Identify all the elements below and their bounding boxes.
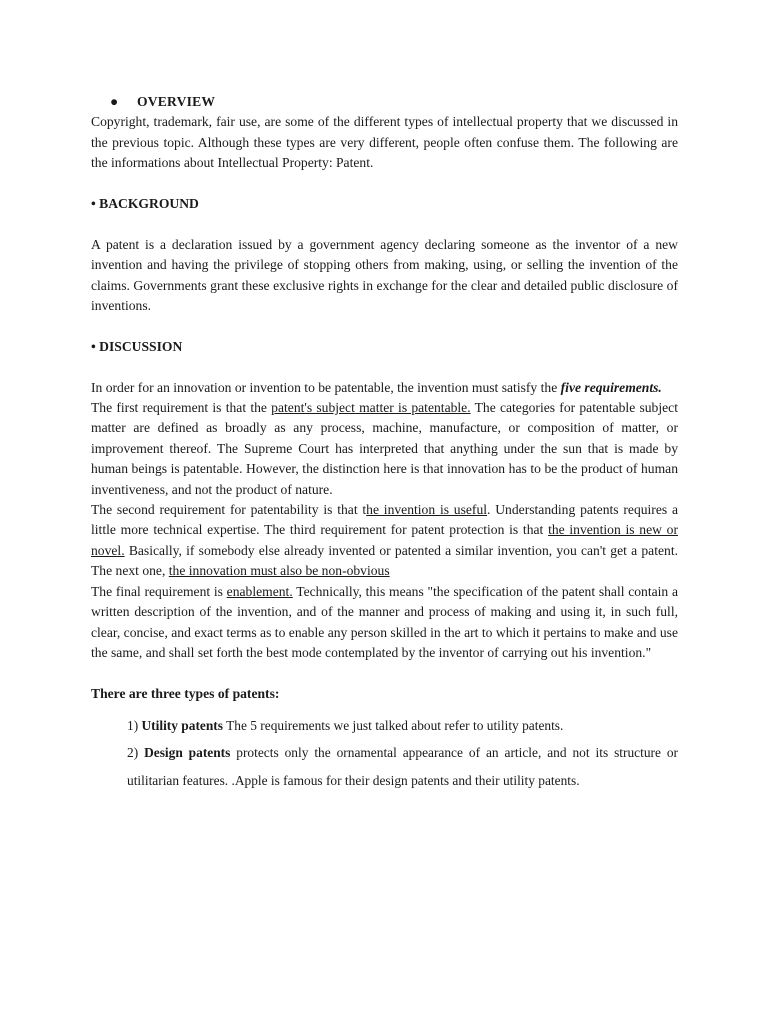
item-label: Utility patents (141, 718, 223, 734)
item-text: protects only the ornamental appearance of an article, and not its structure or utilitarian features. .Apple is famous for their design patents and their utility patents. (127, 745, 678, 788)
third-requirement-underlined: the invention is new or novel. (91, 522, 678, 558)
overview-paragraph: Copyright, trademark, fair use, are some of the different types of intellectual property that we discussed in the previous topic. Although these types are very different, people often confuse them. The following are the informations about Intellectual Property: Patent. (91, 114, 678, 171)
five-requirements-emphasis: five requirements. (560, 379, 662, 395)
overview-heading (110, 92, 678, 112)
discussion-intro (91, 378, 678, 398)
second-requirement-paragraph (91, 500, 678, 582)
final-requirement-underlined: enablement. (226, 583, 293, 599)
fourth-requirement-underlined: the innovation must also be non-obvious (168, 563, 390, 579)
list-item (127, 739, 678, 793)
first-requirement-paragraph (91, 398, 678, 500)
first-requirement-underlined: patent's subject matter is patentable. (271, 400, 471, 416)
first-text-a: The first requirement is that the (91, 400, 272, 416)
second-requirement-underlined: he invention is useful (366, 502, 488, 518)
item-number: 1) (127, 718, 142, 734)
types-heading: There are three types of patents: (91, 685, 280, 701)
overview-heading-text: OVERVIEW (137, 94, 216, 109)
intro-text: In order for an innovation or invention to be patentable, the invention must satisfy the (91, 379, 561, 395)
document-page (91, 92, 678, 794)
item-number: 2) (127, 745, 145, 761)
third-text-b: Basically, if somebody else already invented or patented a similar invention, you can't get a patent. The next one, (91, 542, 678, 579)
final-requirement-paragraph (91, 582, 678, 664)
discussion-heading: • DISCUSSION (91, 338, 183, 354)
second-text-b: . Understanding patents requires a little more technical expertise. The third requirement for patent protection is that (91, 502, 678, 538)
second-text-a: The second requirement for patentability is that t (91, 502, 367, 518)
background-paragraph: A patent is a declaration issued by a government agency declaring someone as the inventor of a new invention and having the privilege of stopping others from making, using, or selling the invention of the claims. Governments grant these exclusive rights in exchange for the clear and detailed public disclosure of inventions. (91, 236, 678, 314)
first-text-b: The categories for patentable subject matter are defined as broadly as any process, machine, manufacture, or composition of matter, or improvement thereof. The Supreme Court has interpreted that anything under the sun that is made by human beings is patentable. However, the distinction here is that innovation has to be the product of human inventiveness, and not the product of nature. (91, 400, 678, 497)
patent-types-list (127, 712, 678, 794)
background-heading: • BACKGROUND (91, 196, 199, 212)
list-item (127, 712, 678, 739)
item-text: The 5 requirements we just talked about refer to utility patents. (222, 718, 564, 734)
bullet-icon: ● (110, 94, 119, 109)
item-label: Design patents (144, 745, 231, 761)
final-text-a: The final requirement is (91, 583, 227, 599)
final-text-b: Technically, this means "the specification of the patent shall contain a written description of the invention, and of the manner and process of making and using it, in such full, clear, concise, and exact terms as to enable any person skilled in the art to which it pertains to make and use the same, and shall set forth the best mode contemplated by the inventor of carrying out his invention." (91, 583, 678, 660)
